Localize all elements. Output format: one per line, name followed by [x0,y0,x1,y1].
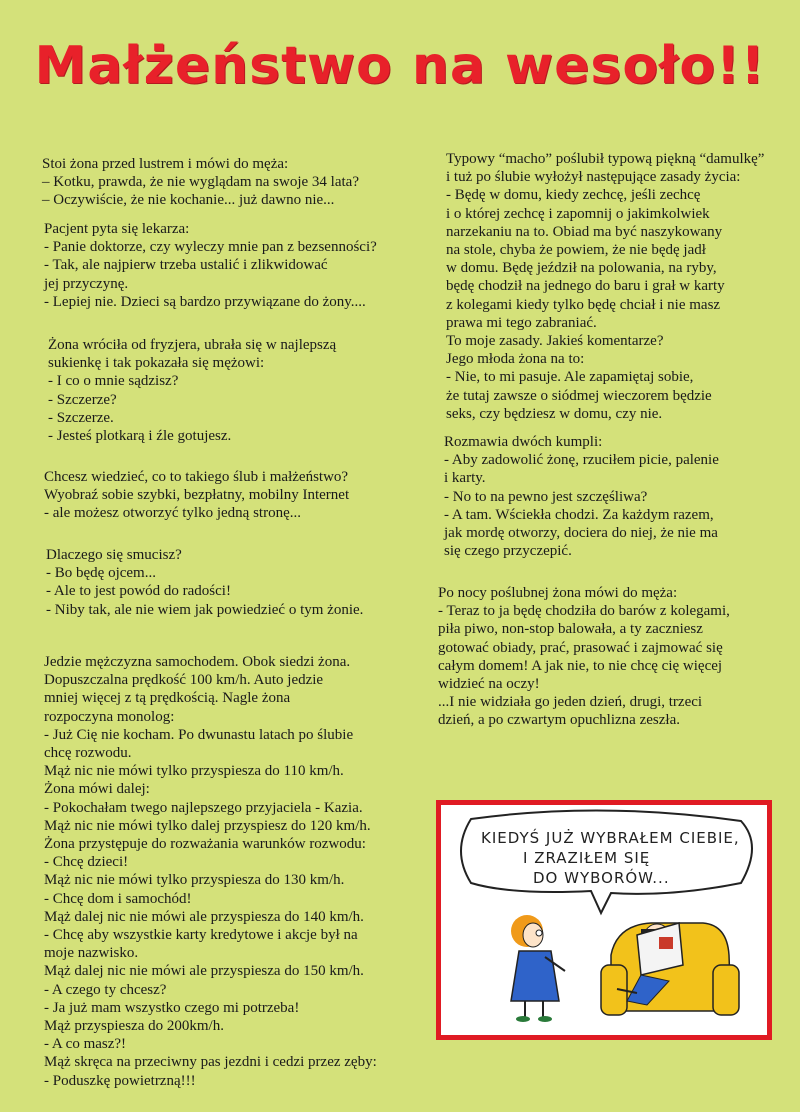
joke-buddies [444,433,719,560]
joke-line: ...I nie widziała go jeden dzień, drugi, trzeci [438,694,703,711]
joke-line: - Chcę aby wszystkie karty kredytowe i akcje był na [44,927,358,944]
woman-figure [511,915,565,1022]
joke-line: Dopuszczalna prędkość 100 km/h. Auto jedzie [44,672,324,689]
joke-line: - Pokochałam twego najlepszego przyjaciela - Kazia. [44,799,363,816]
cartoon-frame [436,800,772,1040]
joke-line: - Ja już mam wszystko czego mi potrzeba! [44,999,300,1016]
joke-line: - Będę w domu, kiedy zechcę, jeśli zechcę [446,187,701,204]
joke-line: – Kotku, prawda, że nie wyglądam na swoje 34 lata? [42,174,359,191]
joke-internet [44,468,349,523]
joke-line: - Bo będę ojcem... [46,565,156,582]
joke-line: że tutaj zawsze o siódmej wieczorem będzie [446,387,712,404]
joke-line: - Niby tak, ale nie wiem jak powiedzieć o tym żonie. [46,601,364,618]
joke-line: chcę rozwodu. [44,745,132,762]
joke-line: dzień, a po czwartym opuchlizna zeszła. [438,712,680,729]
joke-line: na stole, chyba że powiem, że nie będę jadł [446,242,706,259]
joke-line: jej przyczynę. [44,275,129,292]
joke-line: całym domem! A jak nie, to nie chcę cię więcej [438,657,723,674]
cartoon-illustration [441,805,767,1035]
joke-hairdresser [48,336,336,445]
joke-line: - Szczerze. [48,409,114,426]
joke-line: Mąż nic nie mówi tylko dalej przyspiesz do 120 km/h. [44,817,371,834]
joke-line: narzekaniu na to. Obiad ma być naszykowany [446,223,723,240]
joke-line: piła piwo, non-stop balowała, a ty zaczniesz [438,621,703,638]
joke-line: z kolegami kiedy tylko będę chciał i nie masz [446,296,721,313]
joke-line: - Lepiej nie. Dzieci są bardzo przywiązane do żony.... [44,293,366,310]
joke-wedding-night [438,584,730,730]
caption-line: I ZRAZIŁEM SIĘ [523,849,651,867]
joke-line: - Teraz to ja będę chodziła do barów z kolegami, [438,603,730,620]
joke-line: To moje zasady. Jakieś komentarze? [446,333,664,350]
joke-line: Rozmawia dwóch kumpli: [444,434,603,450]
joke-line: Po nocy poślubnej żona mówi do męża: [438,585,678,601]
joke-line: prawa mi tego zabraniać. [446,314,597,331]
joke-line: - Tak, ale najpierw trzeba ustalić i zlikwidować [44,257,328,274]
joke-line: - Chcę dom i samochód! [44,890,192,907]
joke-line: Mąż nic nie mówi tylko przyspiesza do 130 km/h. [44,872,345,889]
joke-line: Mąż skręca na przeciwny pas jezdni i cedzi przez zęby: [44,1054,377,1071]
joke-line: - Już Cię nie kocham. Po dwunastu latach po ślubie [44,726,354,743]
joke-line: rozpoczyna monolog: [44,708,175,725]
joke-line: i tuż po ślubie wyłożył następujące zasady życia: [446,169,741,186]
joke-line: - Ale to jest powód do radości! [46,583,231,600]
joke-line: - No to na pewno jest szczęśliwa? [444,488,648,505]
joke-line: Mąż dalej nic nie mówi ale przyspiesza do 140 km/h. [44,908,364,925]
joke-line: - ale możesz otworzyć tylko jedną stronę... [44,505,301,522]
joke-line: gotować obiady, prać, prasować i zajmować się [438,639,723,656]
man-in-armchair [601,923,739,1015]
joke-line: Jedzie mężczyzna samochodem. Obok siedzi żona. [44,654,351,670]
joke-line: sukienkę i tak pokazała się mężowi: [48,355,265,372]
joke-line: będę chodził na jednego do baru i grał w karty [446,278,725,295]
joke-line: Mąż dalej nic nie mówi ale przyspiesza do 150 km/h. [44,963,364,980]
joke-line: – Oczywiście, że nie kochanie... już dawno nie... [42,192,335,209]
joke-father [46,546,363,619]
joke-line: - I co o mnie sądzisz? [48,373,179,390]
joke-line: - Panie doktorze, czy wyleczy mnie pan z bezsenności? [44,239,377,256]
joke-line: Typowy “macho” poślubił typową piękną “damulkę” [446,151,765,167]
joke-patient [44,220,377,311]
joke-line: - Nie, to mi pasuje. Ale zapamiętaj sobie, [446,369,694,386]
joke-line: - A tam. Wściekła chodzi. Za każdym razem, [444,506,714,523]
joke-line: - Szczerze? [48,391,117,408]
joke-line: mniej więcej z tą prędkością. Nagle żona [44,690,291,707]
joke-line: w domu. Będę jeździł na polowania, na ryby, [446,260,717,277]
joke-car [44,653,377,1090]
woman-dress [511,951,559,1001]
joke-line: Pacjent pyta się lekarza: [44,221,190,237]
joke-line: Żona przystępuje do rozważania warunków rozwodu: [44,836,366,853]
joke-line: - Aby zadowolić żonę, rzuciłem picie, palenie [444,452,719,469]
joke-line: - Jesteś plotkarą i źle gotujesz. [48,428,232,445]
joke-line: i o której zechcę i zapomnij o jakimkolwiek [446,205,710,222]
joke-mirror [42,155,359,210]
joke-line: się czego przyczepić. [444,543,572,560]
joke-line: Żona wróciła od fryzjera, ubrała się w najlepszą [48,337,337,353]
joke-line: Stoi żona przed lustrem i mówi do męża: [42,156,289,172]
joke-line: - Poduszkę powietrzną!!! [44,1072,196,1089]
joke-line: widzieć na oczy! [438,676,540,693]
joke-line: Wyobraź sobie szybki, bezpłatny, mobilny Internet [44,487,350,504]
joke-line: moje nazwisko. [44,945,139,962]
joke-line: Jego młoda żona na to: [446,351,585,368]
joke-line: Mąż nic nie mówi tylko przyspiesza do 110 km/h. [44,763,344,780]
joke-line: - A czego ty chcesz? [44,981,167,998]
joke-line: Żona mówi dalej: [44,781,150,798]
joke-line: i karty. [444,470,486,487]
joke-line: jak mordę otworzy, dociera do niej, że nie ma [444,525,718,542]
joke-line: Dlaczego się smucisz? [46,547,182,563]
joke-line: Chcesz wiedzieć, co to takiego ślub i małżeństwo? [44,469,349,485]
caption-line: KIEDYŚ JUŻ WYBRAŁEM CIEBIE, [481,829,740,847]
joke-line: Mąż przyspiesza do 200km/h. [44,1018,224,1035]
caption-line: DO WYBORÓW... [533,869,670,887]
joke-line: - Chcę dzieci! [44,854,129,871]
joke-macho [446,150,764,423]
joke-line: - A co masz?! [44,1036,127,1053]
joke-line: seks, czy będziesz w domu, czy nie. [446,405,663,422]
page-title: Małżeństwo na wesoło!! [34,36,766,96]
